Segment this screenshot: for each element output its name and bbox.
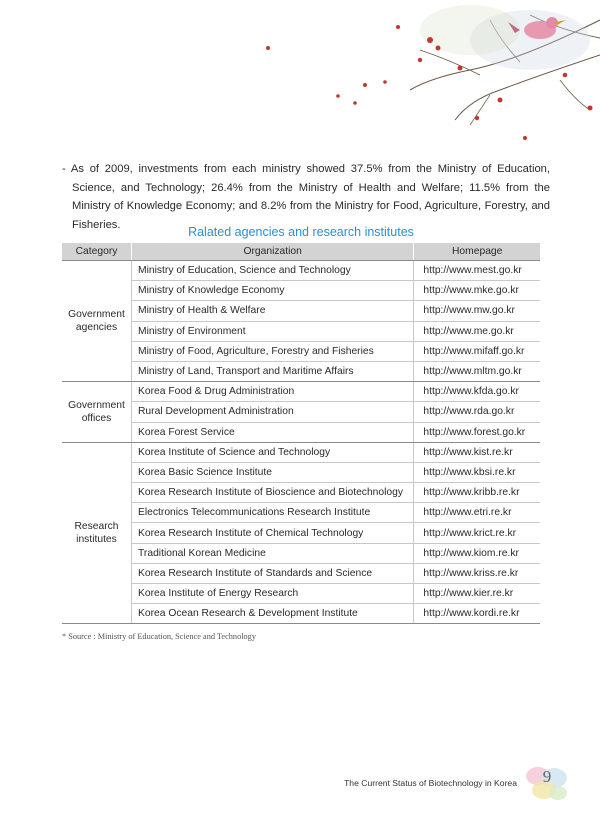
organization-cell: Korea Research Institute of Chemical Technology: [132, 523, 414, 543]
source-note: * Source : Ministry of Education, Science and Technology: [62, 632, 256, 641]
organization-cell: Korea Institute of Science and Technology: [132, 442, 414, 462]
homepage-cell: http://www.mifaff.go.kr: [414, 341, 540, 361]
table-row: [62, 584, 540, 604]
homepage-cell: http://www.kbsi.re.kr: [414, 462, 540, 482]
homepage-cell: http://www.kordi.re.kr: [414, 604, 540, 624]
organization-cell: Ministry of Land, Transport and Maritime Affairs: [132, 361, 414, 381]
table-row: [62, 462, 540, 482]
table-row: [62, 361, 540, 381]
table-row: [62, 503, 540, 523]
organization-cell: Korea Food & Drug Administration: [132, 382, 414, 402]
table-row: [62, 483, 540, 503]
organization-cell: Ministry of Education, Science and Technology: [132, 261, 414, 281]
organization-cell: Korea Forest Service: [132, 422, 414, 442]
homepage-cell: http://www.kriss.re.kr: [414, 563, 540, 583]
homepage-cell: http://www.kist.re.kr: [414, 442, 540, 462]
homepage-cell: http://www.rda.go.kr: [414, 402, 540, 422]
table-row: [62, 341, 540, 361]
table-title: Ralated agencies and research institutes: [188, 225, 414, 239]
homepage-cell: http://www.kribb.re.kr: [414, 483, 540, 503]
organization-cell: Rural Development Administration: [132, 402, 414, 422]
homepage-cell: http://www.kier.re.kr: [414, 584, 540, 604]
table-row: [62, 301, 540, 321]
organization-cell: Korea Research Institute of Standards and Science: [132, 563, 414, 583]
table-row: [62, 422, 540, 442]
organization-cell: Ministry of Knowledge Economy: [132, 281, 414, 301]
organization-cell: Korea Institute of Energy Research: [132, 584, 414, 604]
table-row: [62, 321, 540, 341]
homepage-cell: http://www.mke.go.kr: [414, 281, 540, 301]
organization-cell: Korea Basic Science Institute: [132, 462, 414, 482]
intro-paragraph: - As of 2009, investments from each ministry showed 37.5% from the Ministry of Education, Science, and Technology; 26.4% from the Ministry of Health and Welfare; 11.5% from the Ministry of Knowledge Economy; and 8.2% from the Ministry for Food, Agriculture, Forestry, and Fisheries.: [62, 163, 550, 231]
page-number: 9: [542, 767, 552, 786]
homepage-cell: http://www.etri.re.kr: [414, 503, 540, 523]
table-row: [62, 543, 540, 563]
table-row: [62, 402, 540, 422]
homepage-cell: http://www.kiom.re.kr: [414, 543, 540, 563]
category-cell: Government offices: [62, 382, 132, 443]
homepage-cell: http://www.krict.re.kr: [414, 523, 540, 543]
organization-cell: Korea Ocean Research & Development Institute: [132, 604, 414, 624]
table-row: [62, 523, 540, 543]
organization-cell: Ministry of Food, Agriculture, Forestry and Fisheries: [132, 341, 414, 361]
homepage-cell: http://www.forest.go.kr: [414, 422, 540, 442]
homepage-cell: http://www.me.go.kr: [414, 321, 540, 341]
header-homepage: Homepage: [414, 243, 540, 261]
table-row: [62, 281, 540, 301]
homepage-cell: http://www.kfda.go.kr: [414, 382, 540, 402]
organization-cell: Ministry of Environment: [132, 321, 414, 341]
header-category: Category: [62, 243, 132, 261]
organization-cell: Electronics Telecommunications Research Institute: [132, 503, 414, 523]
header-organization: Organization: [132, 243, 414, 261]
homepage-cell: http://www.mltm.go.kr: [414, 361, 540, 381]
branch-bird-illustration: [0, 0, 600, 150]
organization-cell: Ministry of Health & Welfare: [132, 301, 414, 321]
table-row: [62, 604, 540, 624]
table-row: [62, 261, 540, 281]
table-row: [62, 442, 540, 462]
organization-cell: Traditional Korean Medicine: [132, 543, 414, 563]
table-row: [62, 563, 540, 583]
table-header-row: [62, 243, 540, 261]
agencies-table: [62, 243, 540, 624]
organization-cell: Korea Research Institute of Bioscience and Biotechnology: [132, 483, 414, 503]
category-cell: Research institutes: [62, 442, 132, 624]
table-row: [62, 382, 540, 402]
homepage-cell: http://www.mest.go.kr: [414, 261, 540, 281]
homepage-cell: http://www.mw.go.kr: [414, 301, 540, 321]
category-cell: Government agencies: [62, 261, 132, 382]
footer-running-title: The Current Status of Biotechnology in Korea: [344, 778, 517, 788]
